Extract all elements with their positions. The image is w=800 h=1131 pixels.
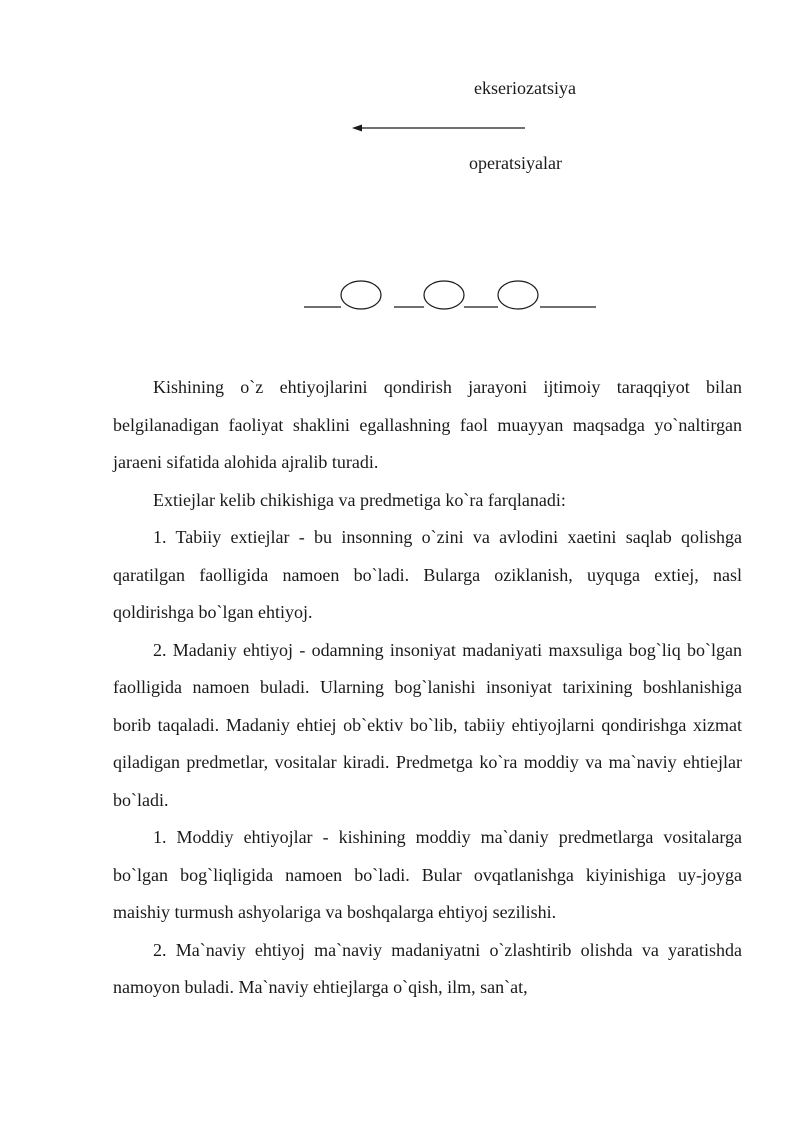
chain-circle-3 [498,281,538,309]
paragraph: 1. Moddiy ehtiyojlar - kishining moddiy ma`daniy predmetlarga vositalarga bo`lgan bog`liqligida namoen bo`ladi. Bular ovqatlanishga kiyinishiga uy-joyga maishiy turmush ashyolariga va boshqalarga ehtiyoj sezilishi. [113,827,742,922]
diagram-label-top: ekseriozatsiya [474,78,576,98]
left-arrow-icon [350,120,530,136]
paragraph: 2. Ma`naviy ehtiyoj ma`naviy madaniyatni o`zlashtirib olishda va yaratishda namoyon buladi. Ma`naviy ehtiejlarga o`qish, ilm, san`at, [113,939,742,997]
diagram-label-bottom: operatsiyalar [469,153,562,173]
paragraph: Extiejlar kelib chikishiga va predmetiga ko`ra farqlanadi: [153,489,566,510]
circle-chain-diagram [300,275,600,315]
chain-circle-2 [424,281,464,309]
paragraph: Kishining o`z ehtiyojlarini qondirish jarayoni ijtimoiy taraqqiyot bilan belgilanadigan faoliyat shaklini egallashning faol muayyan maqsadga yo`naltirgan jaraeni sifatida alohida ajralib turadi. [113,377,742,472]
paragraph: 2. Madaniy ehtiyoj - odamning insoniyat madaniyati maxsuliga bog`liq bo`lgan faolligida namoen buladi. Ularning bog`lanishi insoniyat tarixining boshlanishiga borib taqaladi. Madaniy ehtiej ob`ektiv bo`lib, tabiiy ehtiyojlarni qondirishga xizmat qiladigan predmetlar, vositalar kiradi. Predmetga ko`ra moddiy va ma`naviy ehtiejlar bo`ladi. [113,639,742,810]
chain-circle-1 [341,281,381,309]
paragraph: 1. Tabiiy extiejlar - bu insonning o`zini va avlodini xaetini saqlab qolishga qaratilgan faolligida namoen bo`ladi. Bularga oziklanish, uyquga extiej, nasl qoldirishga bo`lgan ehtiyoj. [113,527,742,622]
body-text [113,369,742,1007]
